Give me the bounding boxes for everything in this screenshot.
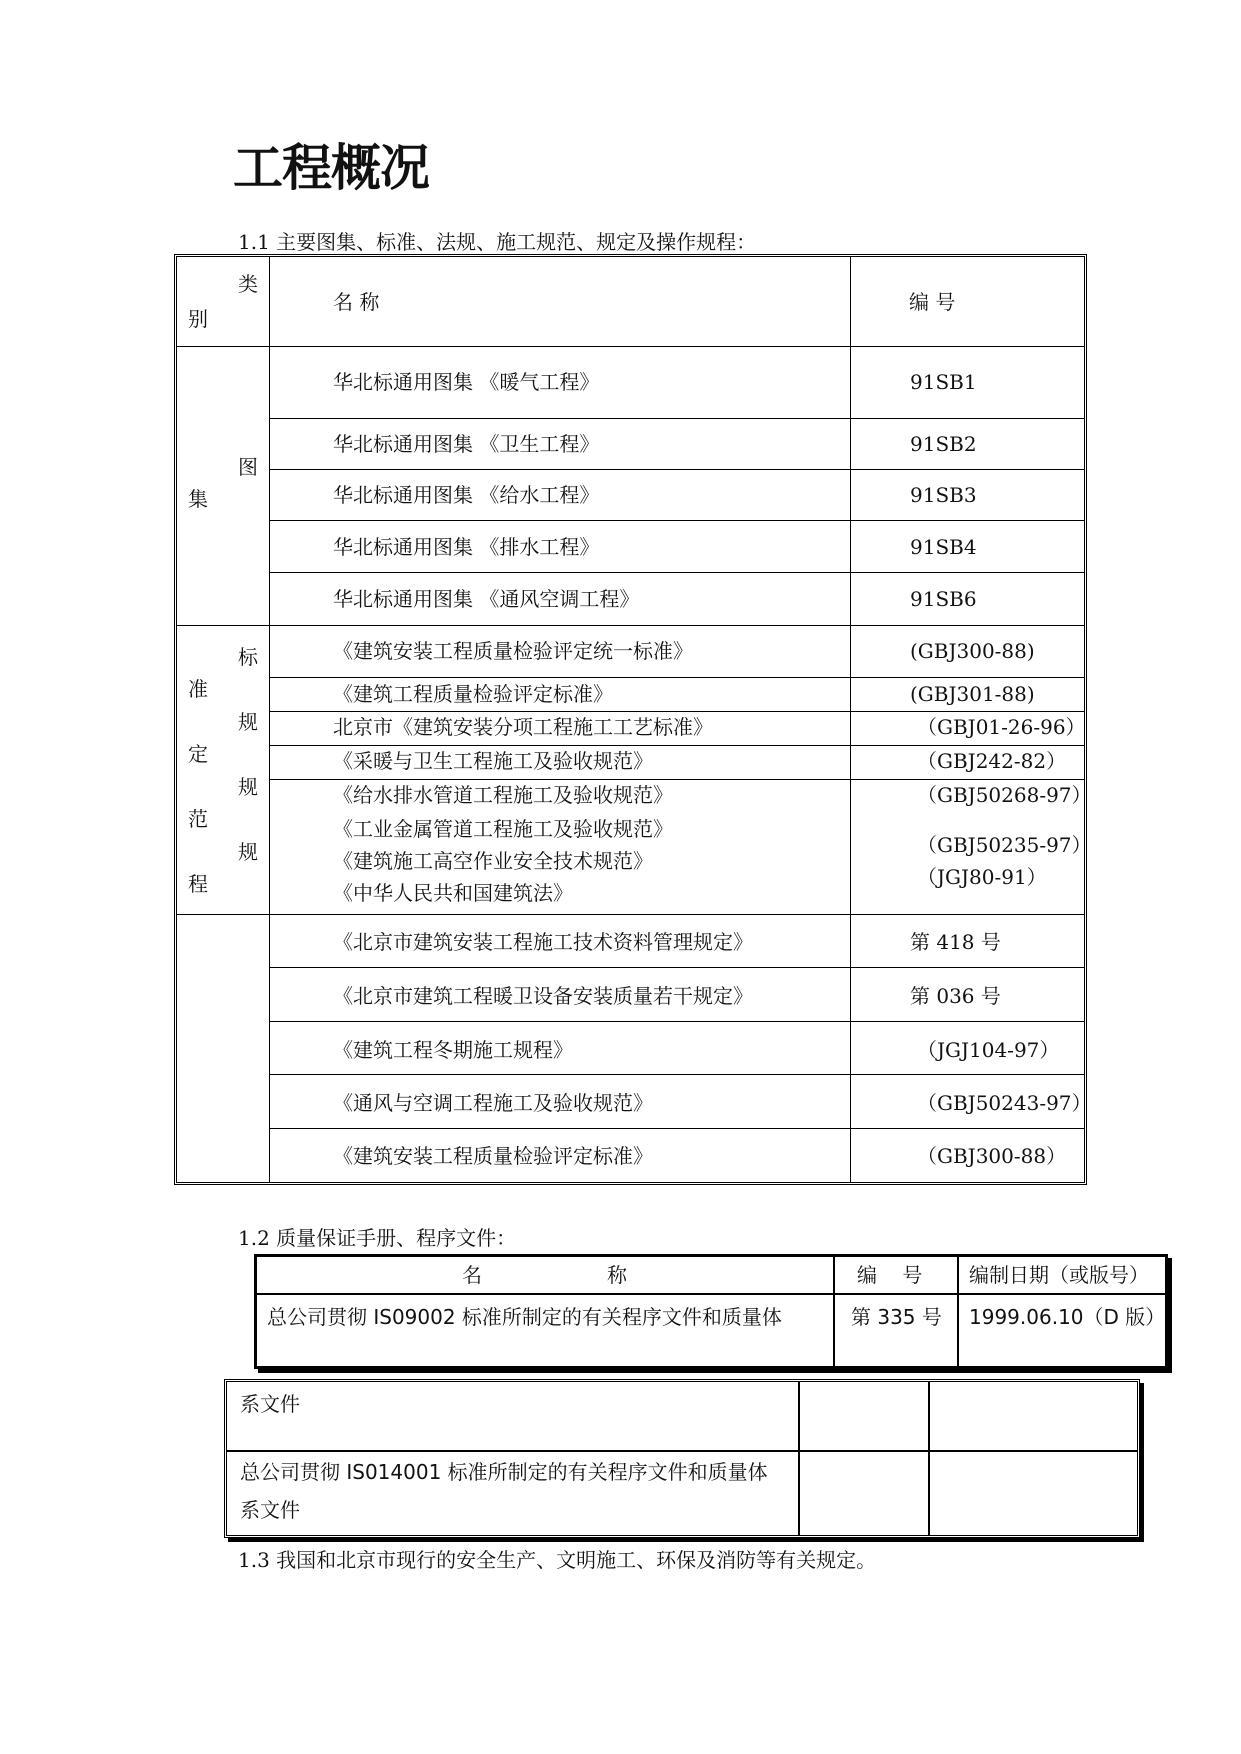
table-row-name: 《采暖与卫生工程施工及验收规范》 xyxy=(333,749,653,773)
table-row-name: 华北标通用图集 《给水工程》 xyxy=(333,483,600,507)
group2-label-char: 规 xyxy=(238,710,258,734)
table-row-code: （GBJ50235-97） xyxy=(917,833,1092,857)
group2-label-char: 准 xyxy=(188,677,208,701)
table-row-code: （JGJ104-97） xyxy=(917,1038,1060,1062)
doc-row-date: 1999.06.10（D 版） xyxy=(969,1305,1166,1329)
group2-label-char: 规 xyxy=(238,840,258,864)
table-row-code: (GBJ300-88) xyxy=(910,639,1035,663)
header-category-bottom: 别 xyxy=(188,307,208,331)
header-category-top: 类 xyxy=(238,272,258,296)
group2-label-char: 范 xyxy=(188,807,208,831)
table-row-name: 《建筑施工高空作业安全技术规范》 xyxy=(333,849,653,873)
table-row-name: 《建筑工程质量检验评定标准》 xyxy=(333,682,613,706)
table-row-name: 华北标通用图集 《卫生工程》 xyxy=(333,432,600,456)
table-row-name: 《工业金属管道工程施工及验收规范》 xyxy=(333,817,673,841)
table-row-code: （GBJ50268-97） xyxy=(917,783,1092,807)
table-row-code: 91SB1 xyxy=(910,370,977,394)
table-row-code: （GBJ01-26-96） xyxy=(917,715,1086,739)
header-code: 编 号 xyxy=(909,290,956,314)
section-2-heading: 1.2 质量保证手册、程序文件： xyxy=(238,1226,517,1250)
standards-table xyxy=(174,254,1092,1185)
table-row-code: （GBJ50243-97） xyxy=(917,1091,1092,1115)
doc-row-name-cont: 系文件 xyxy=(240,1392,300,1416)
table-row-code: （GBJ300-88） xyxy=(917,1144,1067,1168)
table-row-code: 91SB2 xyxy=(910,432,977,456)
header-date: 编制日期（或版号） xyxy=(969,1263,1149,1287)
table-row-name: 《建筑安装工程质量检验评定统一标准》 xyxy=(333,639,693,663)
page-title: 工程概况 xyxy=(233,139,429,197)
table-row-code: 第 418 号 xyxy=(910,930,1001,954)
header-name: 名 称 xyxy=(333,290,380,314)
group1-label-a: 图 xyxy=(238,455,258,479)
table-row-code: （JGJ80-91） xyxy=(917,865,1047,889)
header-name-a: 名 xyxy=(462,1263,482,1287)
group2-label-char: 程 xyxy=(188,872,208,896)
table-row-name: 《通风与空调工程施工及验收规范》 xyxy=(333,1091,653,1115)
table-row-code: 91SB4 xyxy=(910,535,977,559)
section-1-heading: 1.1 主要图集、标准、法规、施工规范、规定及操作规程： xyxy=(238,230,757,254)
table-row-code: (GBJ301-88) xyxy=(910,682,1035,706)
group1-label-b: 集 xyxy=(188,487,208,511)
table-row-name: 《北京市建筑安装工程施工技术资料管理规定》 xyxy=(333,930,753,954)
table-row-name: 《北京市建筑工程暖卫设备安装质量若干规定》 xyxy=(333,984,753,1008)
group2-label-char: 规 xyxy=(238,775,258,799)
table-row-name: 华北标通用图集 《通风空调工程》 xyxy=(333,587,640,611)
section-3-heading: 1.3 我国和北京市现行的安全生产、文明施工、环保及消防等有关规定。 xyxy=(238,1548,877,1572)
doc-row-name: 总公司贯彻 IS09002 标准所制定的有关程序文件和质量体 xyxy=(267,1305,782,1329)
table-row-code: 91SB3 xyxy=(910,483,977,507)
table-row-code: 91SB6 xyxy=(910,587,977,611)
table-row-name: 《中华人民共和国建筑法》 xyxy=(333,881,573,905)
table-row-name: 《建筑安装工程质量检验评定标准》 xyxy=(333,1144,653,1168)
quality-docs-table-bottom xyxy=(224,1379,1140,1538)
table-row-name: 华北标通用图集 《暖气工程》 xyxy=(333,370,600,394)
header-name-b: 称 xyxy=(607,1263,627,1287)
table-row-name: 《给水排水管道工程施工及验收规范》 xyxy=(333,783,673,807)
group2-label-char: 定 xyxy=(188,742,208,766)
table-row-name: 华北标通用图集 《排水工程》 xyxy=(333,535,600,559)
doc-row-name: 总公司贯彻 IS014001 标准所制定的有关程序文件和质量体 xyxy=(240,1460,768,1484)
doc-row-name: 系文件 xyxy=(240,1498,300,1522)
quality-docs-table-top xyxy=(254,1254,1168,1369)
doc-row-code: 第 335 号 xyxy=(851,1305,942,1329)
table-row-name: 北京市《建筑安装分项工程施工工艺标准》 xyxy=(333,715,713,739)
table-row-name: 《建筑工程冬期施工规程》 xyxy=(333,1038,573,1062)
table-row-code: 第 036 号 xyxy=(910,984,1001,1008)
header-code: 编 号 xyxy=(857,1263,923,1287)
group2-label-char: 标 xyxy=(238,645,258,669)
table-row-code: （GBJ242-82） xyxy=(917,749,1067,773)
